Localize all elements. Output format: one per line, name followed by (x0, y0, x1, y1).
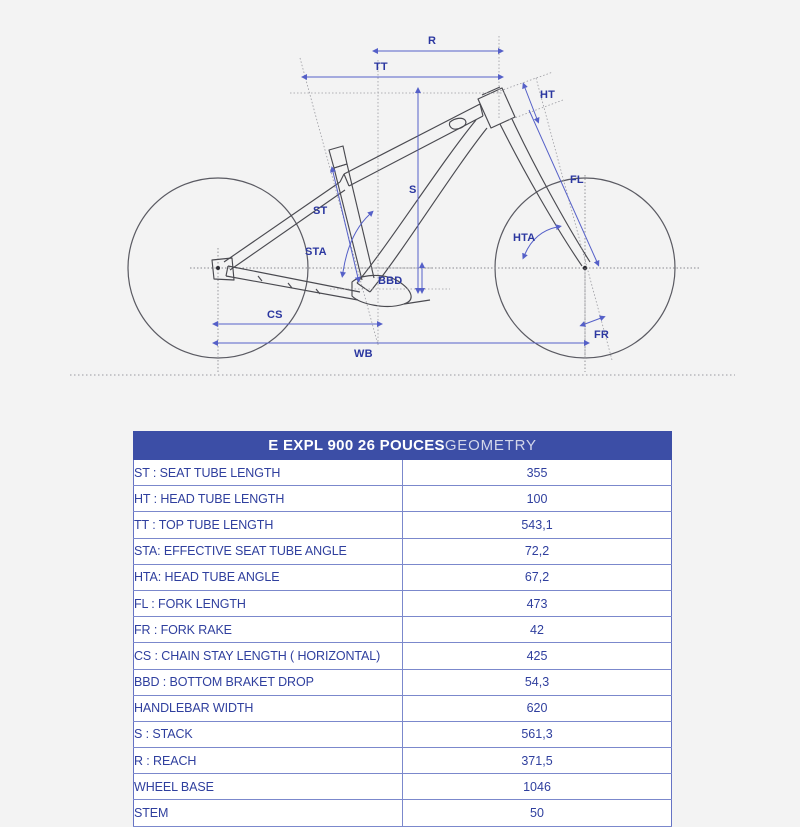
bicycle-frame-geometry-diagram (0, 0, 800, 400)
fork-rake-dimension-label: FR (594, 329, 610, 341)
table-row (134, 774, 672, 800)
table-row (134, 486, 672, 512)
row-value: 50 (403, 800, 672, 826)
fork-length-dimension (529, 110, 597, 262)
head-tube-angle-label: HTA (513, 232, 536, 244)
seat-tube-angle-label: STA (305, 246, 327, 258)
row-label: HANDLEBAR WIDTH (134, 695, 403, 721)
row-value: 561,3 (403, 721, 672, 747)
row-label: HT : HEAD TUBE LENGTH (134, 486, 403, 512)
table-row (134, 460, 672, 486)
table-row (134, 590, 672, 616)
stack-dimension-label: S (409, 184, 417, 196)
table-row (134, 538, 672, 564)
wheel-base-dimension-label: WB (354, 348, 373, 360)
row-value: 72,2 (403, 538, 672, 564)
row-label: S : STACK (134, 721, 403, 747)
table-header-suffix: GEOMETRY (444, 436, 537, 454)
bottom-bracket-drop-label: BBD (378, 275, 403, 287)
fork-length-dimension-label: FL (570, 174, 584, 186)
row-label: WHEEL BASE (134, 774, 403, 800)
row-value: 355 (403, 460, 672, 486)
geometry-specification-table (133, 431, 672, 827)
table-row (134, 643, 672, 669)
fork-rake-dimension (585, 318, 601, 324)
row-value: 473 (403, 590, 672, 616)
table-row (134, 800, 672, 826)
row-label: CS : CHAIN STAY LENGTH ( HORIZONTAL) (134, 643, 403, 669)
row-label: HTA: HEAD TUBE ANGLE (134, 564, 403, 590)
reach-dimension-label: R (428, 35, 437, 47)
diagram-svg (0, 0, 800, 400)
row-label: BBD : BOTTOM BRAKET DROP (134, 669, 403, 695)
row-value: 54,3 (403, 669, 672, 695)
head-tube-dimension-label: HT (540, 89, 556, 101)
table-row (134, 669, 672, 695)
row-label: TT : TOP TUBE LENGTH (134, 512, 403, 538)
row-value: 1046 (403, 774, 672, 800)
table-row (134, 564, 672, 590)
row-value: 543,1 (403, 512, 672, 538)
table-row (134, 617, 672, 643)
row-value: 67,2 (403, 564, 672, 590)
row-label: STEM (134, 800, 403, 826)
table-row (134, 695, 672, 721)
rear-axle-center (216, 266, 220, 270)
seat-tube-dimension (333, 172, 358, 278)
table-row (134, 512, 672, 538)
row-label: R : REACH (134, 748, 403, 774)
table-header-cell (134, 432, 672, 460)
row-label: FR : FORK RAKE (134, 617, 403, 643)
row-label: STA: EFFECTIVE SEAT TUBE ANGLE (134, 538, 403, 564)
table-header-row (134, 432, 672, 460)
table-body (134, 460, 672, 827)
top-tube-dimension-label: TT (374, 61, 388, 73)
table-row (134, 721, 672, 747)
chain-stay-dimension-label: CS (267, 309, 283, 321)
table-row (134, 748, 672, 774)
row-value: 425 (403, 643, 672, 669)
row-label: FL : FORK LENGTH (134, 590, 403, 616)
row-value: 100 (403, 486, 672, 512)
row-label: ST : SEAT TUBE LENGTH (134, 460, 403, 486)
row-value: 42 (403, 617, 672, 643)
row-value: 371,5 (403, 748, 672, 774)
row-value: 620 (403, 695, 672, 721)
seat-tube-dimension-label: ST (313, 205, 328, 217)
table-header-model: E EXPL 900 26 POUCES (268, 436, 445, 454)
